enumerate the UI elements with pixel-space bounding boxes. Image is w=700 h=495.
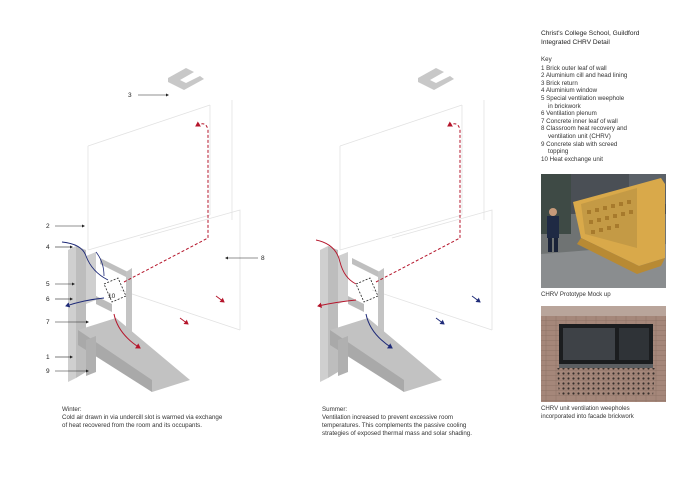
warm-air-path [124,124,208,282]
heat-exchange-unit-summer [356,278,378,302]
prototype-photo [541,174,666,288]
facade-caption [541,405,691,421]
winter-diagram [46,68,265,392]
room-arrow-summer-2 [436,318,444,324]
key-item-4: 4 Aluminium window [541,87,598,95]
panel-title-line-1: Christ's College School, Guildford [541,30,640,37]
key-item-7: 7 Concrete inner leaf of wall [541,117,618,125]
room-arrow-1 [216,296,224,302]
room-arrow-summer-1 [472,296,480,302]
brick-return-shape [168,68,204,90]
key-item-5-cont: in brickwork [548,102,581,110]
summer-title: Summer: [322,406,348,413]
facade-caption-line-2: incorporated into facade brickwork [541,412,634,420]
key-item-5: 5 Special ventilation weephole [541,94,625,102]
summer-diagram [316,68,492,392]
panel-title [541,30,691,47]
winter-title: Winter: [62,406,82,413]
key-heading: Key [541,56,552,63]
label-7: 7 [46,319,50,326]
label-4: 4 [46,244,50,251]
winter-line-1: Cold air drawn in via undercill slot is warmed via exchange [62,414,223,421]
panel-title-line-2: Integrated CHRV Detail [541,38,610,46]
facade-photo [541,306,666,402]
label-3: 3 [128,92,132,99]
label-9: 9 [46,368,50,375]
label-2: 2 [46,223,50,230]
key-item-6: 6 Ventilation plenum [541,110,597,118]
key-item-8-cont: ventilation unit (CHRV) [548,132,611,140]
key-item-9-cont: topping [548,148,569,156]
warm-air-path-summer [376,124,460,282]
brick-return-shape-summer [418,68,454,90]
summer-line-2: temperatures. This complements the passive cooling [322,422,467,429]
key-item-10: 10 Heat exchange unit [541,155,603,163]
key-item-8: 8 Classroom heat recovery and [541,125,627,133]
key-item-2: 2 Aluminium cill and head lining [541,72,628,80]
key-list [541,56,691,163]
summer-line-1: Ventilation increased to prevent excessive room [322,414,454,421]
summer-caption [322,406,532,438]
key-item-3: 3 Brick return [541,79,578,87]
label-6: 6 [46,296,50,303]
label-8: 8 [261,255,265,262]
room-arrow-2 [180,318,188,324]
winter-line-2: of heat recovered from the room and its occupants. [62,422,202,429]
label-10: 10 [108,293,116,300]
key-item-9: 9 Concrete slab with screed [541,140,618,148]
summer-line-3: strategies of exposed thermal mass and solar shading. [322,430,472,437]
key-item-1: 1 Brick outer leaf of wall [541,64,607,72]
facade-caption-line-1: CHRV unit ventilation weepholes [541,405,630,412]
prototype-caption: CHRV Prototype Mock up [541,291,611,298]
label-1: 1 [46,354,50,361]
winter-caption [62,406,292,430]
label-5: 5 [46,281,50,288]
